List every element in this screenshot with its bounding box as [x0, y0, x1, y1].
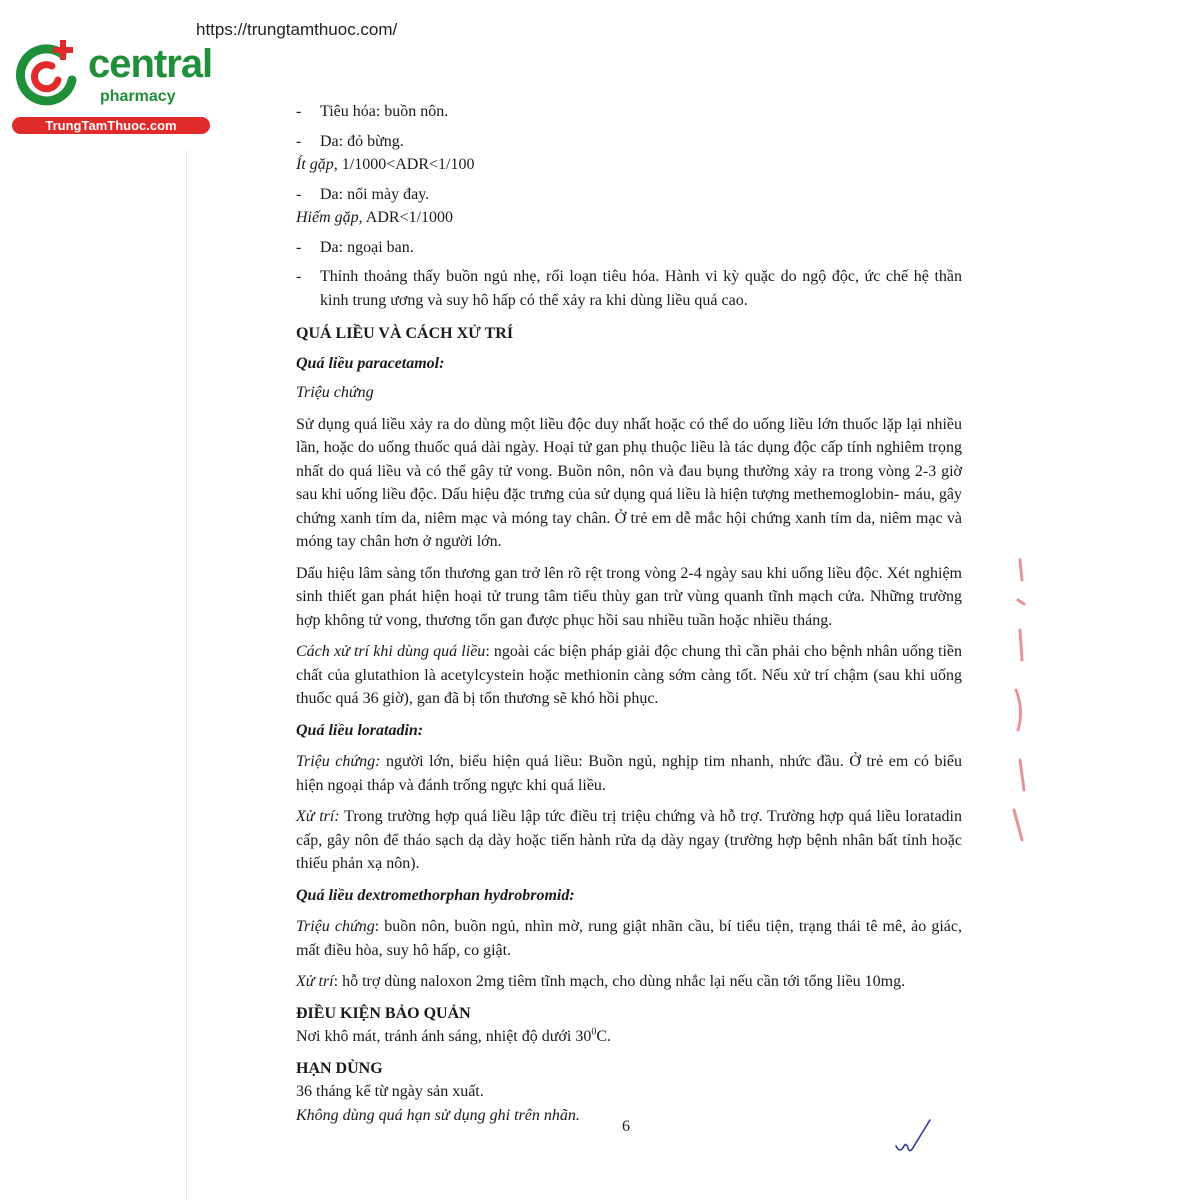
inline-text: : ngoài các biện pháp giải độc chung thì cần phải cho bệnh nhân uống tiền chất của glutathion là acetylcystein hoặc methionin càng sớm càng tốt. Nếu xử trí chậm (sau khi uống thuốc quá 36 giờ), gan đã bị tổn thương sẽ khó hồi phục. — [296, 643, 963, 707]
red-stamp-edge-icon — [1000, 540, 1030, 860]
symptom-title — [296, 381, 962, 405]
signature-mark-icon — [892, 1116, 936, 1160]
section-heading-storage: ĐIỀU KIỆN BẢO QUẢN — [296, 1004, 471, 1022]
frequency-label: Ít gặp — [296, 156, 334, 173]
storage-text-a: Nơi khô mát, tránh ánh sáng, nhiệt độ dưới 30 — [296, 1028, 592, 1045]
logo-emblem-icon — [10, 36, 90, 116]
inline-label: Triệu chứng — [296, 918, 375, 935]
section-heading-expiry: HẠN DÙNG — [296, 1059, 383, 1077]
bullet-dash: - — [296, 132, 302, 150]
frequency-label: Hiếm gặp — [296, 209, 359, 226]
subheading-loratadin: Quá liều loratadin: — [296, 721, 424, 739]
frequency-line — [296, 153, 962, 177]
expiry-note-text: Không dùng quá hạn sử dụng ghi trên nhãn. — [296, 1106, 580, 1124]
inline-text: người lớn, biểu hiện quá liều: Buồn ngủ, nghịp tim nhanh, nhức đầu. Ở trẻ em có biểu hiện ngoại tháp và đánh trống ngực khi quá liều. — [296, 753, 962, 794]
frequency-range: , ADR<1/1000 — [358, 209, 454, 226]
frequency-line — [296, 206, 962, 230]
logo-subtitle: pharmacy — [100, 88, 176, 105]
inline-text: : buồn nôn, buồn ngủ, nhìn mờ, rung giật nhãn cầu, bí tiểu tiện, trạng thái tê mê, ảo giác, mất điều hòa, suy hô hấp, co giật. — [296, 918, 963, 959]
list-item-text: Da: nổi mày đay. — [320, 185, 430, 203]
paragraph — [296, 970, 962, 994]
expiry-text: 36 tháng kể từ ngày sản xuất. — [296, 1083, 484, 1100]
list-item — [296, 265, 962, 312]
paragraph — [296, 640, 962, 711]
degree-superscript: 0 — [591, 1026, 597, 1038]
frequency-range: , 1/1000<ADR<1/100 — [333, 156, 475, 173]
inline-label: Cách xử trí khi dùng quá liều — [296, 643, 486, 660]
inline-label: Triệu chứng: — [296, 753, 381, 770]
bullet-dash: - — [296, 268, 302, 285]
paragraph — [296, 915, 962, 962]
logo-name: central — [88, 42, 213, 86]
pharmacy-logo — [10, 36, 220, 136]
paragraph — [296, 805, 962, 876]
list-item — [296, 130, 962, 154]
paragraph: Sử dụng quá liều xảy ra do dùng một liều độc duy nhất hoặc có thể do uống liều lớn thuốc lặp lại nhiều lần, hoặc do uống thuốc quá dài ngày. Hoại tử gan phụ thuộc liều là tác dụng độc cấp tính nghiêm trọng nhất do quá liều và có thể gây tử vong. Buồn nôn, nôn và đau bụng thường xảy ra trong vòng 2-3 giờ sau khi uống liều độc. Dấu hiệu đặc trưng của sử dụng quá liều là hiện tượng methemoglobin- máu, gây chứng xanh tím da, niêm mạc và móng tay chân. Ở trẻ em dễ mắc hội chứng xanh tím da, niêm mạc và móng tay chân hơn ở người lớn. — [296, 415, 962, 550]
bullet-dash: - — [296, 185, 302, 203]
document-body — [296, 100, 962, 1127]
bullet-dash: - — [296, 238, 302, 256]
logo-badge: TrungTamThuoc.com — [12, 117, 210, 134]
list-item-text: Da: đỏ bừng. — [320, 132, 404, 150]
inline-text: Trong trường hợp quá liều lập tức điều trị triệu chứng và hỗ trợ. Trường hợp quá liều loratadin cấp, gây nôn để tháo sạch dạ dày hoặc tiến hành rửa dạ dày ngay (trường hợp bệnh nhân bất tỉnh hoặc thiếu phản xạ nôn). — [296, 808, 962, 872]
subheading-paracetamol: Quá liều paracetamol: — [296, 354, 445, 372]
list-item — [296, 100, 962, 124]
list-item — [296, 183, 962, 207]
paragraph: Dấu hiệu lâm sàng tổn thương gan trở lên rõ rệt trong vòng 2-4 ngày sau khi uống liều độc. Xét nghiệm sinh thiết gan phát hiện hoại tử trung tâm tiểu thùy gan trừ vùng quanh tĩnh mạch cửa. Những trường hợp không tử vong, thương tổn gan được phục hồi sau nhiều tuần hoặc nhiều tháng. — [296, 564, 962, 629]
page-edge-line — [186, 150, 187, 1200]
list-item-text: Tiêu hóa: buồn nôn. — [320, 103, 449, 120]
section-heading-overdose: QUÁ LIỀU VÀ CÁCH XỬ TRÍ — [296, 325, 514, 342]
subheading-dextromethorphan: Quá liều dextromethorphan hydrobromid: — [296, 886, 575, 904]
list-item-text: Thỉnh thoảng thấy buồn ngủ nhẹ, rối loạn tiêu hóa. Hành vi kỳ quặc do ngộ độc, ức chế hệ thần kinh trung ương và suy hô hấp có thể xảy ra khi dùng liều quá cao. — [320, 268, 962, 309]
symptom-title-text: Triệu chứng — [296, 384, 374, 401]
storage-text — [296, 1025, 962, 1049]
inline-label: Xử trí — [296, 973, 334, 990]
source-url: https://trungtamthuoc.com/ — [196, 20, 398, 39]
bullet-dash: - — [296, 103, 302, 120]
list-item-text: Da: ngoại ban. — [320, 238, 414, 256]
storage-text-b: C. — [596, 1028, 611, 1045]
paragraph — [296, 750, 962, 797]
list-item — [296, 236, 962, 260]
page-number: 6 — [622, 1118, 630, 1135]
inline-text: : hỗ trợ dùng naloxon 2mg tiêm tĩnh mạch, cho dùng nhắc lại nếu cần tới tổng liều 10mg. — [333, 973, 906, 990]
inline-label: Xử trí: — [296, 808, 340, 825]
